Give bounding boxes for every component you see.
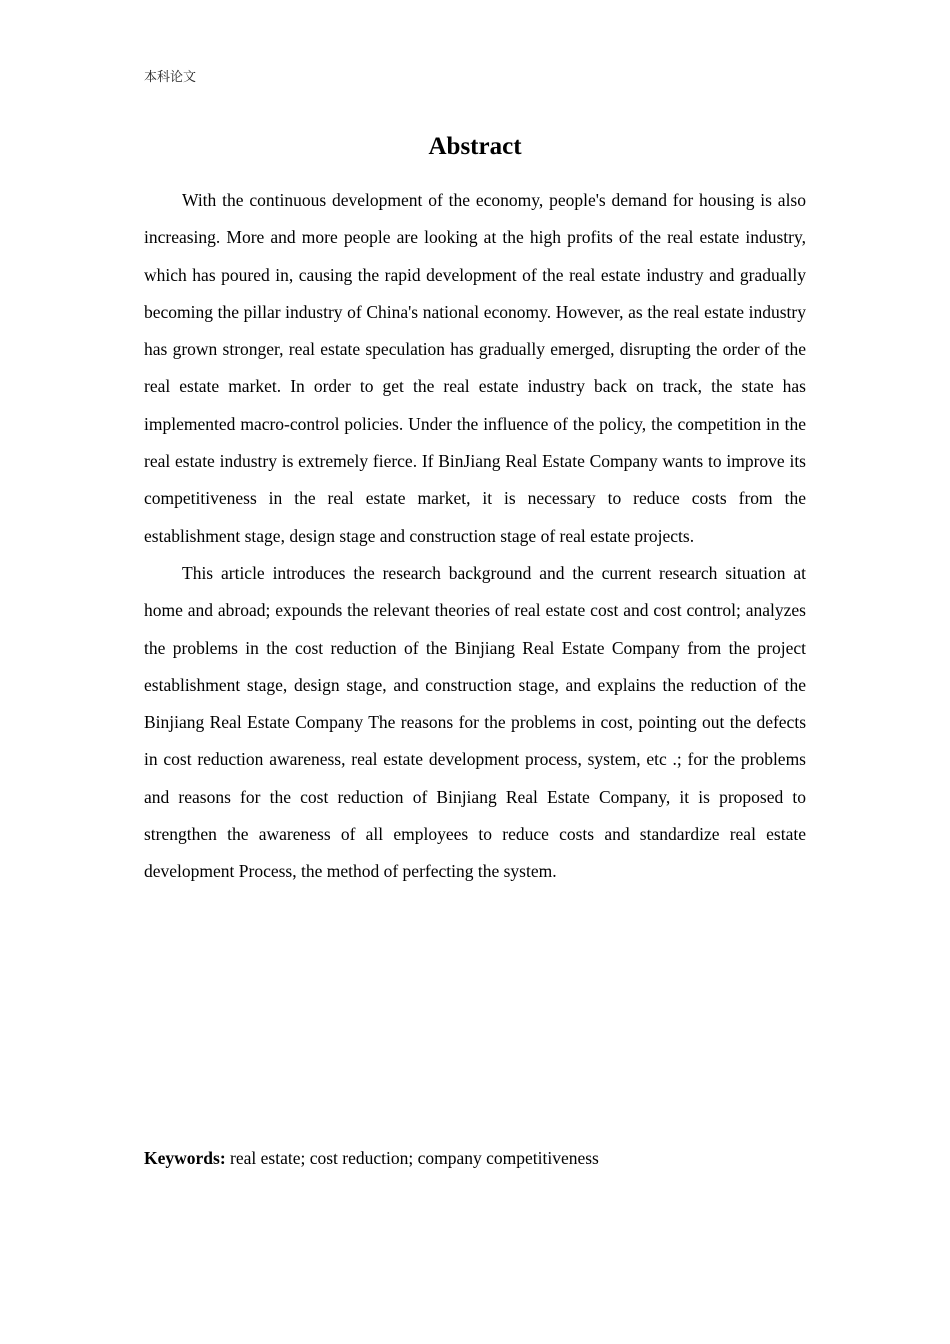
keywords-line	[144, 1140, 599, 1177]
abstract-body	[144, 182, 806, 891]
keywords-text: real estate; cost reduction; company competitiveness	[230, 1148, 599, 1168]
abstract-paragraph-1: With the continuous development of the economy, people's demand for housing is also increasing. More and more people are looking at the high profits of the real estate industry, which has poured in, causing the rapid development of the real estate industry and gradually becoming the pillar industry of China's national economy. However, as the real estate industry has grown stronger, real estate speculation has gradually emerged, disrupting the order of the real estate market. In order to get the real estate industry back on track, the state has implemented macro-control policies. Under the influence of the policy, the competition in the real estate industry is extremely fierce. If BinJiang Real Estate Company wants to improve its competitiveness in the real estate market, it is necessary to reduce costs from the establishment stage, design stage and construction stage of real estate projects.	[144, 190, 806, 546]
keywords-label: Keywords:	[144, 1148, 226, 1168]
abstract-title: Abstract	[428, 133, 522, 160]
page-header: 本科论文	[144, 70, 197, 85]
abstract-paragraph-2: This article introduces the research background and the current research situation at home and abroad; expounds the relevant theories of real estate cost and cost control; analyzes the problems in the cost reduction of the Binjiang Real Estate Company from the project establishment stage, design stage, and construction stage, and explains the reduction of the Binjiang Real Estate Company The reasons for the problems in cost, pointing out the defects in cost reduction awareness, real estate development process, system, etc .; for the problems and reasons for the cost reduction of Binjiang Real Estate Company, it is proposed to strengthen the awareness of all employees to reduce costs and standardize real estate development Process, the method of perfecting the system.	[144, 562, 806, 882]
